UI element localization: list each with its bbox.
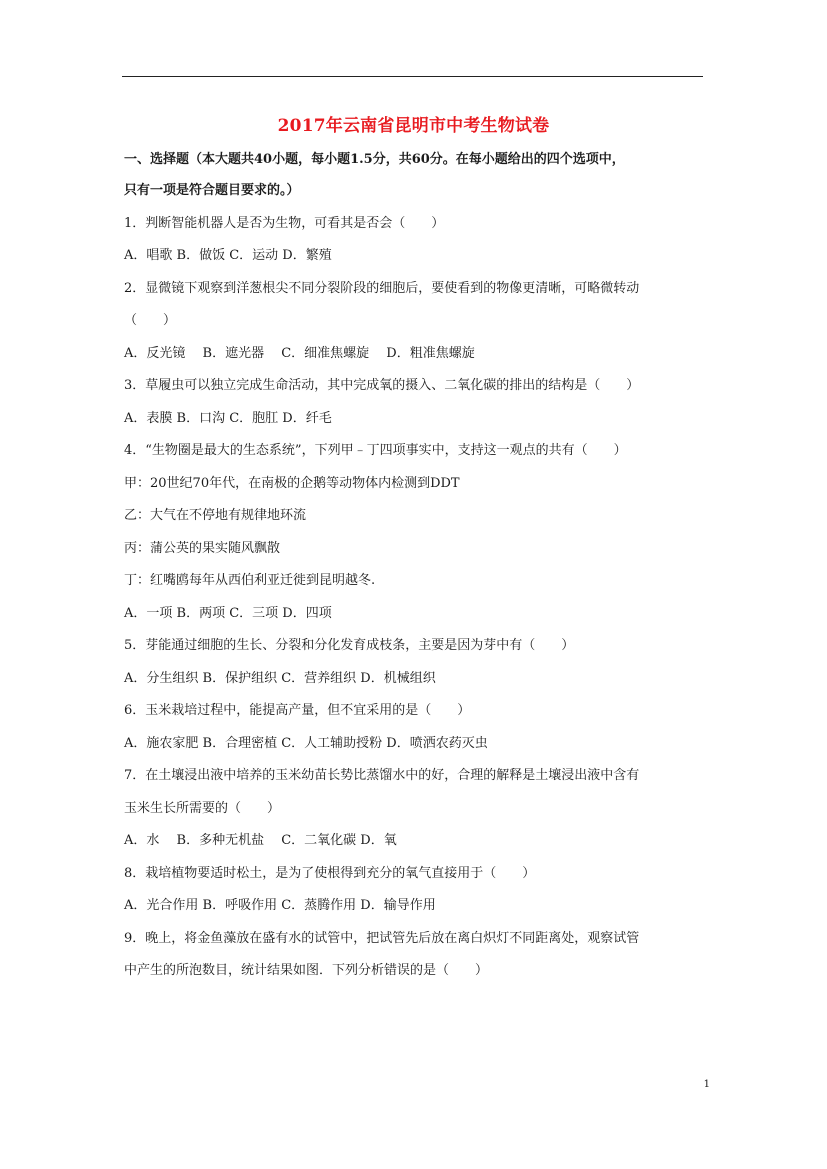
question-7: 7．在土壤浸出液中培养的玉米幼苗长势比蒸馏水中的好，合理的解释是土壤浸出液中含有 — [124, 768, 640, 783]
question-6-options: A．施农家肥 B．合理密植 C．人工辅助授粉 D．喷洒农药灭虫 — [124, 736, 488, 751]
question-9-cont: 中产生的所泡数目，统计结果如图．下列分析错误的是（ ） — [124, 963, 489, 978]
question-3-options: A．表膜 B．口沟 C．胞肛 D．纤毛 — [124, 411, 332, 426]
question-7-options: A．水 B．多种无机盐 C．二氧化碳 D．氧 — [124, 833, 397, 848]
question-4-item-jia: 甲：20世纪70年代，在南极的企鹅等动物体内检测到DDT — [124, 476, 460, 491]
question-9: 9．晚上，将金鱼藻放在盛有水的试管中，把试管先后放在离白炽灯不同距离处，观察试管 — [124, 931, 640, 946]
section-heading-line-1: 一、选择题（本大题共40小题，每小题1.5分，共60分。在每小题给出的四个选项中， — [124, 152, 625, 167]
question-8: 8．栽培植物要适时松土，是为了使根得到充分的氧气直接用于（ ） — [124, 866, 536, 881]
question-5: 5．芽能通过细胞的生长、分裂和分化发育成枝条，主要是因为芽中有（ ） — [124, 638, 575, 653]
question-4-item-ding: 丁：红嘴鸥每年从西伯利亚迁徙到昆明越冬. — [124, 573, 376, 588]
question-8-options: A．光合作用 B．呼吸作用 C．蒸腾作用 D．输导作用 — [124, 898, 436, 913]
question-2: 2．显微镜下观察到洋葱根尖不同分裂阶段的细胞后，要使看到的物像更清晰，可略微转动 — [124, 281, 640, 296]
question-4-item-bing: 丙：蒲公英的果实随风飘散 — [124, 541, 281, 556]
question-6: 6．玉米栽培过程中，能提高产量，但不宜采用的是（ ） — [124, 703, 471, 718]
question-1-options: A．唱歌 B．做饭 C．运动 D．繁殖 — [124, 248, 332, 263]
question-4-item-yi: 乙：大气在不停地有规律地环流 — [124, 508, 307, 523]
page-number: 1 — [703, 1079, 710, 1090]
question-4: 4．“生物圈是最大的生态系统”，下列甲﹣丁四项事实中，支持这一观点的共有（ ） — [124, 443, 627, 458]
question-4-options: A．一项 B．两项 C．三项 D．四项 — [124, 606, 332, 621]
question-1: 1．判断智能机器人是否为生物，可看其是否会（ ） — [124, 216, 445, 231]
question-2-cont: （ ） — [124, 313, 177, 328]
question-2-options: A．反光镜 B．遮光器 C．细准焦螺旋 D．粗准焦螺旋 — [124, 346, 475, 361]
header-rule — [122, 76, 703, 77]
question-3: 3．草履虫可以独立完成生命活动，其中完成氧的摄入、二氧化碳的排出的结构是（ ） — [124, 378, 640, 393]
section-heading-line-2: 只有一项是符合题目要求的。） — [124, 183, 300, 198]
question-7-cont: 玉米生长所需要的（ ） — [124, 801, 281, 816]
page-title: 2017年云南省昆明市中考生物试卷 — [277, 116, 550, 136]
question-5-options: A．分生组织 B．保护组织 C．营养组织 D．机械组织 — [124, 671, 436, 686]
